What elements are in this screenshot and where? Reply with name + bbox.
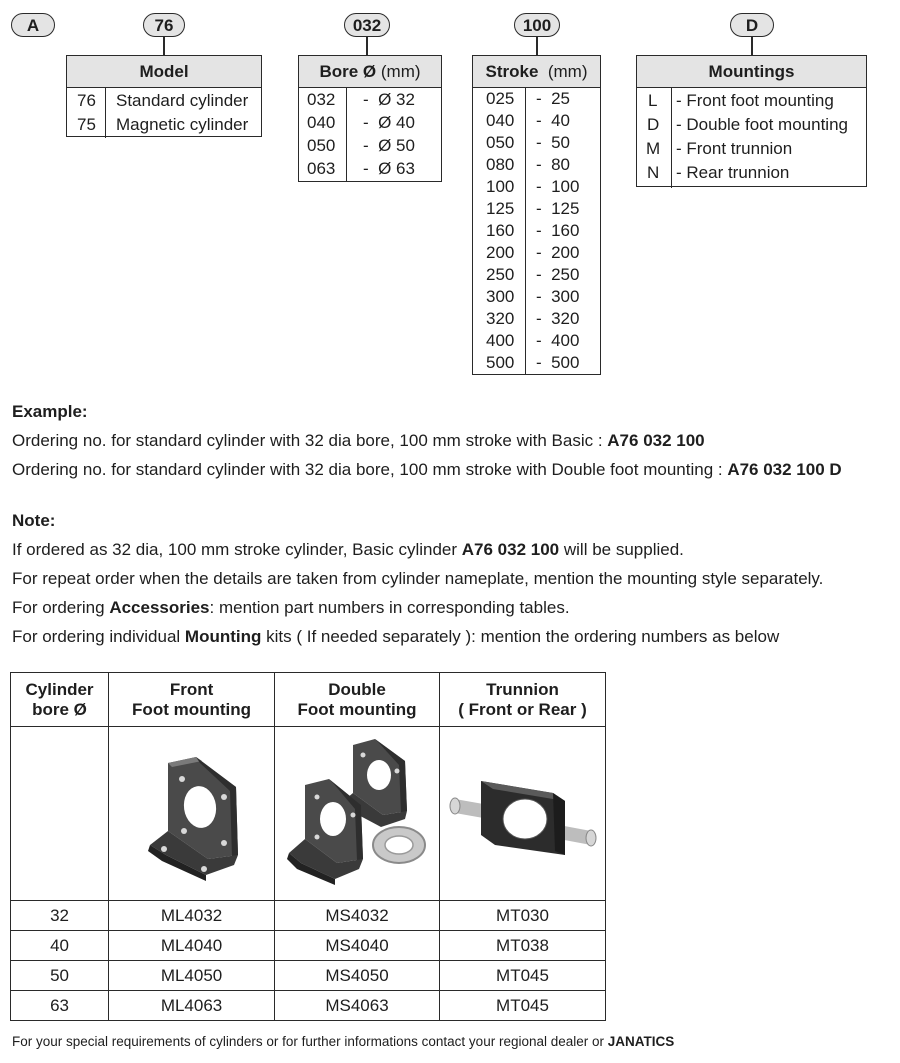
stroke-row: 125 - 125 — [486, 199, 580, 218]
bore-header: Bore Ø (mm) — [299, 56, 441, 88]
mounting-row: M - Front trunnion — [646, 139, 793, 158]
model-row: 75 Magnetic cylinder — [77, 115, 249, 134]
stroke-row: 300 - 300 — [486, 287, 580, 306]
mounting-row: D - Double foot mounting — [647, 115, 848, 134]
stroke-header: Stroke (mm) — [473, 56, 600, 88]
kits-header-row — [11, 673, 606, 727]
stroke-row: 025 - 25 — [486, 89, 571, 108]
stroke-row: 080 - 80 — [486, 155, 571, 174]
stroke-row: 400 - 400 — [486, 331, 580, 350]
stroke-table — [472, 55, 601, 375]
model-table — [66, 55, 262, 137]
note-line-repeat: For repeat order when the details are taken from cylinder nameplate, mention the mounting style separately. — [12, 569, 824, 588]
header-double-foot: Double Foot mounting — [275, 673, 440, 727]
stroke-row: 320 - 320 — [486, 309, 580, 328]
bore-row: 050 - Ø 50 — [307, 136, 415, 155]
stroke-row: 500 - 500 — [486, 353, 580, 372]
front-foot-mounting-image — [110, 727, 274, 895]
example-line-double-foot: Ordering no. for standard cylinder with 32 dia bore, 100 mm stroke with Double foot mounting : A76 032 100 D — [12, 460, 842, 479]
bore-row: 063 - Ø 63 — [307, 159, 415, 178]
model-header: Model — [67, 56, 261, 88]
stroke-row: 160 - 160 — [486, 221, 580, 240]
header-cylinder-bore: Cylinder bore Ø — [11, 673, 109, 727]
bore-row: 032 - Ø 32 — [307, 90, 415, 109]
mounting-row: N - Rear trunnion — [647, 163, 790, 182]
header-trunnion: Trunnion ( Front or Rear ) — [440, 673, 606, 727]
mounting-row: L - Front foot mounting — [648, 91, 834, 110]
mountings-table — [636, 55, 867, 187]
kits-row: 50 ML4050 MS4050 MT045 — [11, 961, 606, 991]
stroke-row: 050 - 50 — [486, 133, 571, 152]
trunnion-mounting-image — [441, 727, 605, 895]
double-foot-mounting-image — [275, 727, 439, 895]
stroke-row: 040 - 40 — [486, 111, 571, 130]
model-row: 76 Standard cylinder — [77, 91, 249, 110]
stroke-row: 250 - 250 — [486, 265, 580, 284]
header-front-foot: Front Foot mounting — [109, 673, 275, 727]
stroke-row: 200 - 200 — [486, 243, 580, 262]
code-model-pill: 76 — [143, 13, 185, 37]
mountings-header: Mountings — [637, 56, 866, 88]
stroke-row: 100 - 100 — [486, 177, 580, 196]
code-stroke-pill: 100 — [514, 13, 560, 37]
code-series-pill: A — [11, 13, 55, 37]
kits-row: 40 ML4040 MS4040 MT038 — [11, 931, 606, 961]
bore-table — [298, 55, 442, 182]
bore-row: 040 - Ø 40 — [307, 113, 415, 132]
kits-row: 32 ML4032 MS4032 MT030 — [11, 901, 606, 931]
code-mounting-pill: D — [730, 13, 774, 37]
footer-contact-note: For your special requirements of cylinders or for further informations contact your regional dealer or JANATICS — [12, 1034, 675, 1049]
kits-image-row — [11, 727, 606, 901]
note-line-basic: If ordered as 32 dia, 100 mm stroke cylinder, Basic cylinder A76 032 100 will be supplied. — [12, 540, 684, 559]
note-line-accessories: For ordering Accessories: mention part numbers in corresponding tables. — [12, 598, 570, 617]
note-line-mounting-kits: For ordering individual Mounting kits ( If needed separately ): mention the ordering numbers as below — [12, 627, 780, 646]
example-line-basic: Ordering no. for standard cylinder with 32 dia bore, 100 mm stroke with Basic : A76 032 100 — [12, 431, 705, 450]
mounting-kits-table — [10, 672, 606, 1021]
example-heading: Example: — [12, 402, 88, 421]
code-bore-pill: 032 — [344, 13, 390, 37]
kits-row: 63 ML4063 MS4063 MT045 — [11, 991, 606, 1021]
note-heading: Note: — [12, 511, 56, 530]
